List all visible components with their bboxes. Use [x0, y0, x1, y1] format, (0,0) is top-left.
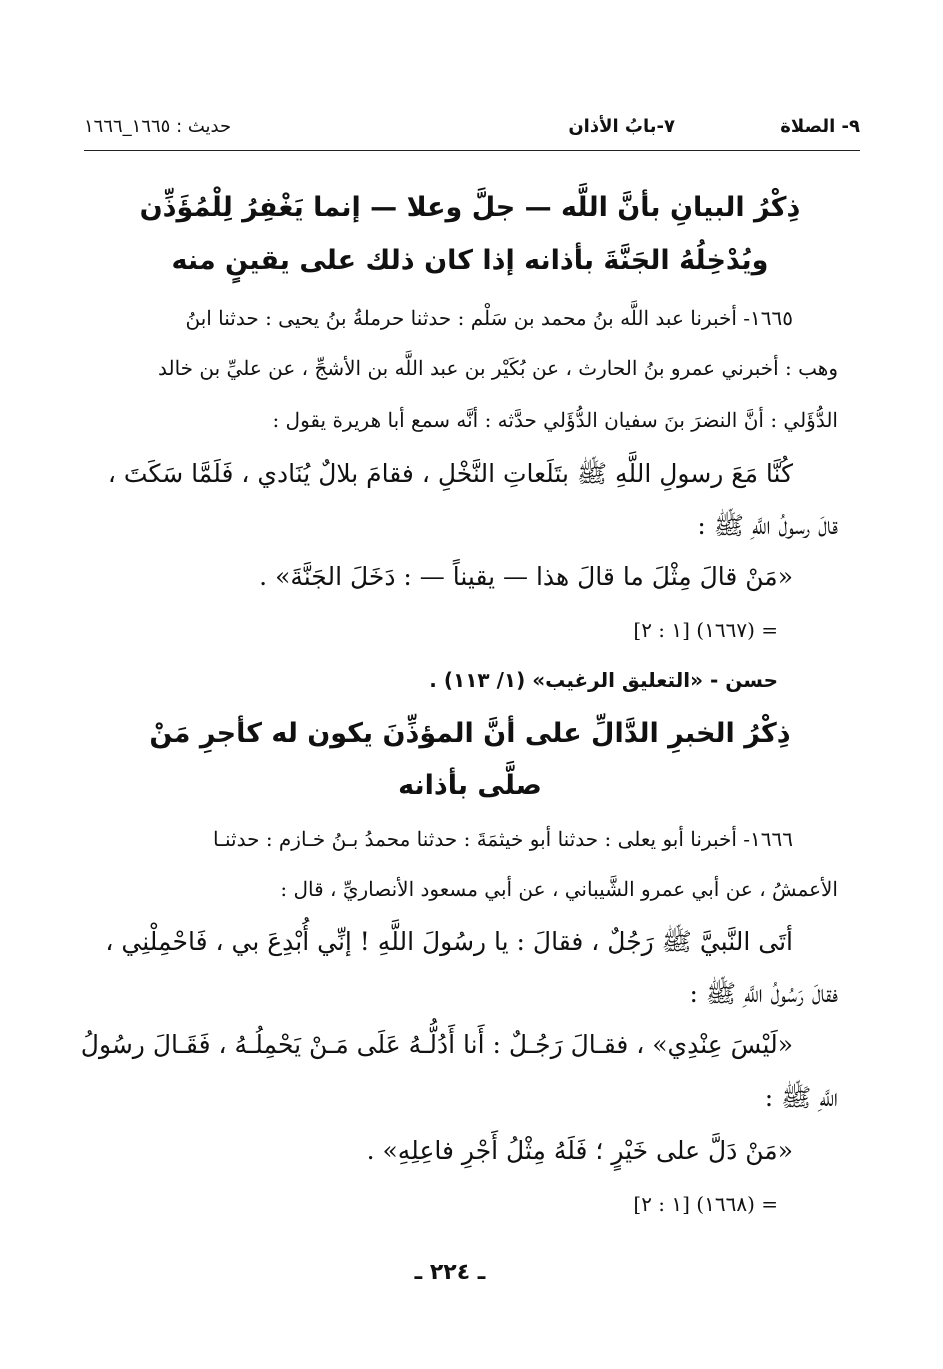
isnad-line: الأعمشُ ، عن أبي عمرو الشَّيباني ، عن أبي مسعود الأنصاريِّ ، قال :: [280, 877, 838, 901]
cross-reference: = (١٦٦٨) [١ : ٢]: [633, 1192, 778, 1216]
hadith-quote-line: «مَنْ قالَ مِثْلَ ما قالَ هذا — يقيناً — : دَخَلَ الجَنَّةَ» .: [259, 562, 793, 591]
hadith-text-line: قالَ رسولُ اللَّهِ ﷺ :: [697, 511, 838, 540]
chapter-heading-line-2: ويُدْخِلُهُ الجَنَّةَ بأذانه إذا كان ذلك على يقينٍ منه: [171, 245, 769, 276]
hadith-text-line: أتَى النَّبيَّ ﷺ رَجُلٌ ، فقالَ : يا رسُولَ اللَّهِ ! إنِّي أُبْدِعَ بي ، فَاحْمِلْنِي ،: [105, 927, 793, 956]
chapter-heading-line-1: ذِكْرُ البيانِ بأنَّ اللَّه — جلَّ وعلا — إنما يَغْفِرُ لِلْمُؤَذِّن: [139, 192, 801, 223]
hadith-quote-line: «لَيْسَ عِنْدِي» ، فقـالَ رَجُـلٌ : أَنا أَدُلُّـهُ عَلَى مَـنْ يَحْمِلُـهُ ، فَقَـالَ رسُولُ: [80, 1030, 793, 1059]
cross-reference: = (١٦٦٧) [١ : ٢]: [633, 618, 778, 642]
hadith-quote-line: «مَنْ دَلَّ على خَيْرٍ ؛ فَلَهُ مِثْلُ أَجْرِ فاعِلِهِ» .: [366, 1136, 793, 1165]
chapter-heading-line-1: ذِكْرُ الخبرِ الدَّالِّ على أنَّ المؤذِّنَ يكون له كأجرِ مَنْ: [149, 718, 791, 749]
running-header: [84, 112, 860, 146]
isnad-line: الدُّؤَلي : أنَّ النضرَ بنَ سفيان الدُّؤَلي حدَّثه : أنَّه سمع أبا هريرة يقول :: [272, 408, 838, 432]
chapter-heading-line-2: صلَّى بأذانه: [398, 770, 542, 801]
hadith-text-line: فقالَ رَسُولُ اللَّهِ ﷺ :: [689, 979, 838, 1008]
header-rule: [84, 150, 860, 151]
page-number: ـ ٢٢٤ ـ: [414, 1260, 486, 1285]
isnad-line: ١٦٦٦- أخبرنا أبو يعلى : حدثنا أبو خيثمَةَ : حدثنا محمدُ بـنُ خـازم : حدثنـا: [213, 827, 793, 851]
chapter-title: ٩- الصلاة: [780, 116, 860, 137]
section-title: ٧-بابُ الأذان: [568, 116, 675, 137]
hadith-text-line: كُنَّا مَعَ رسولِ اللَّهِ ﷺ بتَلَعاتِ النَّخْلِ ، فقامَ بلالٌ يُنَادي ، فَلَمَّا سَكَتَ ،: [107, 459, 793, 488]
hadith-grade: حسن - «التعليق الرغيب» (١/ ١١٣) .: [429, 668, 778, 692]
isnad-line: ١٦٦٥- أخبرنا عبد اللَّه بنُ محمد بن سَلْم : حدثنا حرملةُ بنُ يحيى : حدثنا ابنُ: [185, 306, 793, 330]
hadith-range: حديث : ١٦٦٥_١٦٦٦: [84, 116, 232, 137]
hadith-text-line: اللَّهِ ﷺ :: [764, 1083, 838, 1112]
isnad-line: وهب : أخبرني عمرو بنُ الحارث ، عن بُكَيْر بن عبد اللَّه بن الأشجِّ ، عن عليِّ بن خالد: [157, 356, 838, 380]
